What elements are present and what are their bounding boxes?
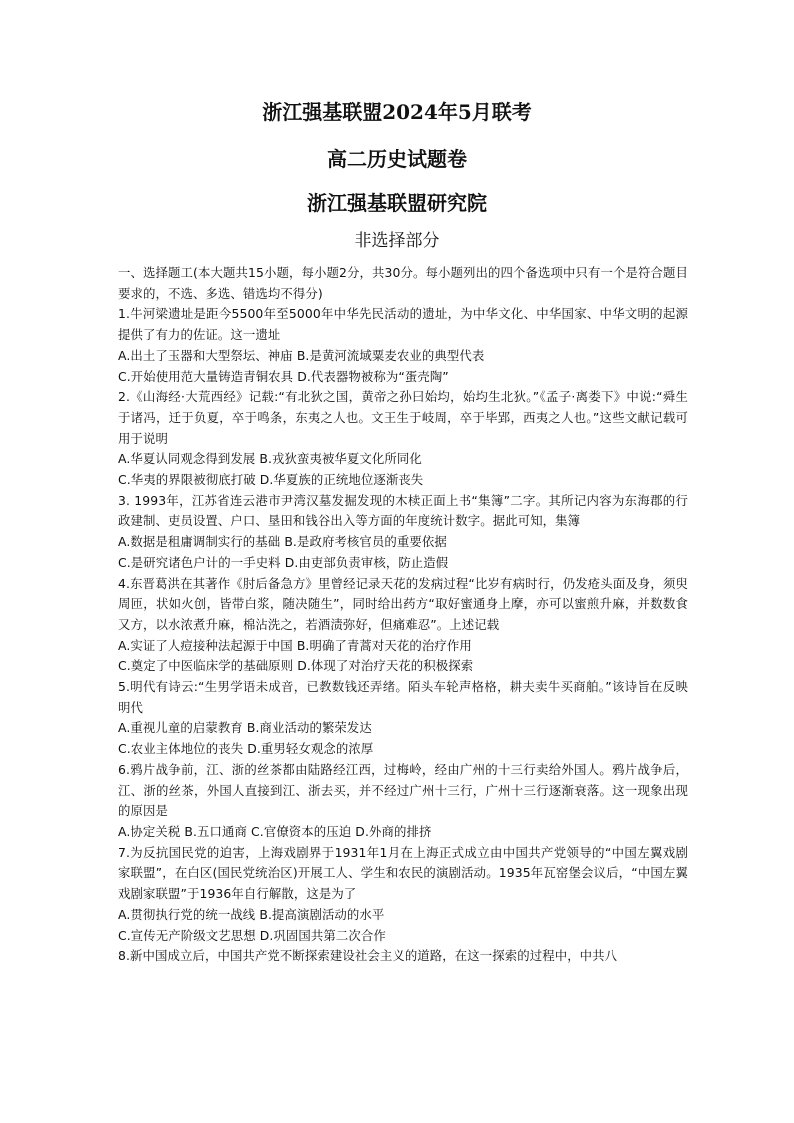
question-5-options-cd: C.农业主体地位的丧失 D.重男轻女观念的浓厚 [118,741,374,757]
question-3-options-ab: A.数据是租庸调制实行的基础 B.是政府考核官员的重要依据 [118,534,447,550]
question-3-options-cd: C.是研究诸色户计的一手史料 D.由吏部负责审核，防止造假 [118,554,449,570]
question-6-options: A.协定关税 B.五口通商 C.官僚资本的压迫 D.外商的排挤 [118,823,432,839]
exam-organization: 浙江强基联盟研究院 [307,191,487,215]
question-2-options-ab: A.华夏认同观念得到发展 B.戎狄蛮夷被华夏文化所同化 [118,451,422,467]
question-4-stem: 4.东晋葛洪在其著作《肘后备急方》里曾经记录天花的发病过程“比岁有病时行，仍发疮头面及身，须臾周匝，状如火创，皆带白浆，随决随生”，同时给出药方“取好蜜通身上摩，亦可以蜜煎升麻，并数数食又方，以水浓煮升麻，棉沾洗之，若酒渍弥好，但痛难忍”。上述记载 [118,575,688,632]
section-heading: 非选择部分 [354,231,440,251]
question-7-stem: 7.为反抗国民党的迫害，上海戏剧界于1931年1月在上海正式成立由中国共产党领导的“中国左翼戏剧家联盟”，在白区(国民党统治区)开展工人、学生和农民的演剧活动。1935年瓦窑堡会议后，“中国左翼戏剧家联盟”于1936年自行解散，这是为了 [118,844,688,902]
question-7-options-ab: A.贯彻执行党的统一战线 B.提高演剧活动的水平 [118,906,385,922]
question-4-options-cd: C.奠定了中医临床学的基础原则 D.体现了对治疗天花的积极探索 [118,658,474,674]
exam-title: 浙江强基联盟2024年5月联考 [262,100,532,124]
question-1-stem: 1.牛河梁遗址是距今5500年至5000年中华先民活动的遗址，为中华文化、中华国家、中华文明的起源提供了有力的佐证。这一遗址 [118,306,688,343]
question-5-stem: 5.明代有诗云:“生男学语未成音，已教数钱还弄绪。陌头车轮声格格，耕夫卖牛买商舶。”该诗旨在反映明代 [118,679,688,715]
question-5-options-ab: A.重视儿童的启蒙教育 B.商业活动的繁荣发达 [118,720,372,736]
question-1-options-cd: C.开始使用范大量铸造青铜农具 D.代表器物被称为“蛋壳陶” [118,368,449,384]
question-body [118,263,688,967]
question-2-stem: 2.《山海经·大荒西经》记载:“有北狄之国，黄帝之孙曰始均，始均生北狄。”《孟子·离娄下》中说:“舜生于诸冯，迁于负夏，卒于鸣条，东夷之人也。文王生于岐周，卒于毕郢，西夷之人也。”这些文献记载可用于说明 [118,389,688,446]
question-6-stem: 6.鸦片战争前，江、浙的丝茶都由陆路经江西，过梅岭，经由广州的十三行卖给外国人。鸦片战争后，江、浙的丝茶，外国人直接到江、浙去买，并不经过广州十三行，广州十三行逐渐衰落。这一现象出现的原因是 [118,761,688,819]
question-1-options-ab: A.出土了玉器和大型祭坛、神庙 B.是黄河流域粟麦农业的典型代表 [118,347,485,363]
question-4-options-ab: A.实证了人痘接种法起源于中国 B.明确了青蒿对天花的治疗作用 [118,637,472,653]
title-block [0,100,794,253]
question-3-stem: 3. 1993年，江苏省连云港市尹湾汉墓发掘发现的木椟正面上书“集簿”二字。其所记内容为东海郡的行政建制、吏员设置、户口、垦田和钱谷出入等方面的年度统计数字。据此可知，集簿 [118,492,688,529]
question-2-options-cd: C.华夷的界限被彻底打破 D.华夏族的正统地位逐渐丧失 [118,472,424,488]
question-7-options-cd: C.宣传无产阶级文艺思想 D.巩固国共第二次合作 [118,927,386,943]
exam-subtitle: 高二历史试题卷 [327,147,467,171]
instruction-text: 一、选择题工(本大题共15小题，每小题2分，共30分。每小题列出的四个备选项中只有一个是符合题目要求的，不选、多选、错选均不得分) [118,265,688,301]
question-8-stem: 8.新中国成立后，中国共产党不断探索建设社会主义的道路，在这一探索的过程中，中共八 [118,948,618,964]
